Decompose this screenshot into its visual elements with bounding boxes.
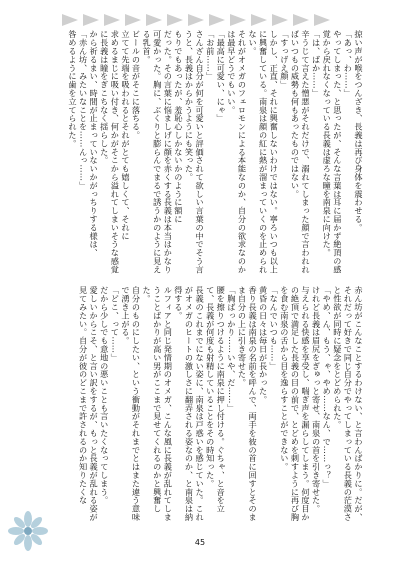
triangle-icon: [209, 14, 225, 26]
page-number: 45: [194, 538, 206, 547]
triangle-icon: [230, 14, 246, 26]
triangle-icon: [104, 14, 120, 26]
triangle-icon: [62, 14, 78, 26]
triangle-icon: [146, 14, 162, 26]
triangle-icon: [293, 14, 309, 26]
lower-text-column: 赤ん坊がこんなことするわけない、と言わんばかりに。だが、それだって好きで同じ自分でやってしまっている長義の茫漠さと性欲が同時に疑念をとどめられた。 「やめ、ん、もう、ゃ、やめ……なん、で……っ？」 けれど長義は眉尻をぎゅっと寄せ、南泉の首を引き寄せた。 与えられる快感を享受し、喘ぎ声を漏らしてしまう。何度目かの絶頂で満足した長義の目の前で、とどめを刺すように再び胸を食む南泉の舌から目を逸らすことができない。 「なんでいつも……」 黄昏の日々は毎日が長かった。 香り長義は南泉の名前を呼んで、両手を彼の首に回すとそのまま自分の上に引き寄せた。 「胸ばっかり……いや、だ……」 腰を擦りつけるように南泉に押し付ける。ぐちゃ、と音を立て、長義が何度も射精していることをその時知った。 長義のこれまでにない姿に、南泉は戸惑いを感じていた。これがオメガのヒートの激しさに翻弄される姿なのか、と南泉は納得する。 ルフィアと同じ発情期のオメガ、こんな風に長義が乱れてしまうことばかりが高い男がここまで見せてくれるのかと興奮した。 自分のものにしたい、という衝動がそれまでとはまた違う意味で湧き上がる。 「どこ、って……」 だから少しでも意地の悪いことも言いたくなってしまう。 愛しいからこそ、と言い訳をするが、もっと長義が乱れる姿が見てみたい。自分が彼のどこまで許されるのか知りたくな: [78, 286, 364, 522]
triangle-decoration: [62, 14, 330, 26]
triangle-icon: [188, 14, 204, 26]
upper-text-column: 掠い声が喉をつんざき、長義は再び身体を震わせる。 「あっ、わ……」 やってしまった、と思ったが、そんな言葉は耳に届かず絶頂の感覚から戻れなくなっている長義は虚ろな瞳を南泉に向けた。 「は、ばか……」 辛うじて言えた憎悪がそれだけで、溺れてしまった顔で言われればいつもの威勢も何もあったものではない。 「すっげえ顔」 しかし、正直、それに興奮しないわけではない。寧ろいつも以上に興奮している。南泉は顔の紅に熱が溜まっていくのを止められない。 それがオメガのフェロモンによる本能なのか、自分の欲求なのかは最早どうでもいい。 「最高に可愛い、にゃ」 「お前……」 さんざん自分が何を可愛いと評価されて欲しい言葉の中でそう言うと、長義はからかうようにも笑った。 もりでもあったが、羞恥心しかないかのように額に だった。その言葉に悩ましげに顔を赤くする長義は本当はかなり可愛かった。胸に、ぶくりと膨らんでまるで誘うかのように見える乳首。 ビールの音がそこに落ちる。 立てて先端を吸われるとそれがとても嬉しくて、それに 求めるまじに吸い付き、何かがそこから溢れてしまいそうな感覚に長義は瞳をぎこちなく揺らした。 から祈るまい、時間が止まっていないかがっちりする様は、 「赤ん坊、みたいなことを……んっ……」 咎めるように歯を立てられた。: [67, 30, 364, 274]
triangle-icon: [125, 14, 141, 26]
triangle-icon: [251, 14, 267, 26]
triangle-icon: [272, 14, 288, 26]
triangle-icon: [167, 14, 183, 26]
triangle-icon: [314, 14, 330, 26]
triangle-icon: [83, 14, 99, 26]
